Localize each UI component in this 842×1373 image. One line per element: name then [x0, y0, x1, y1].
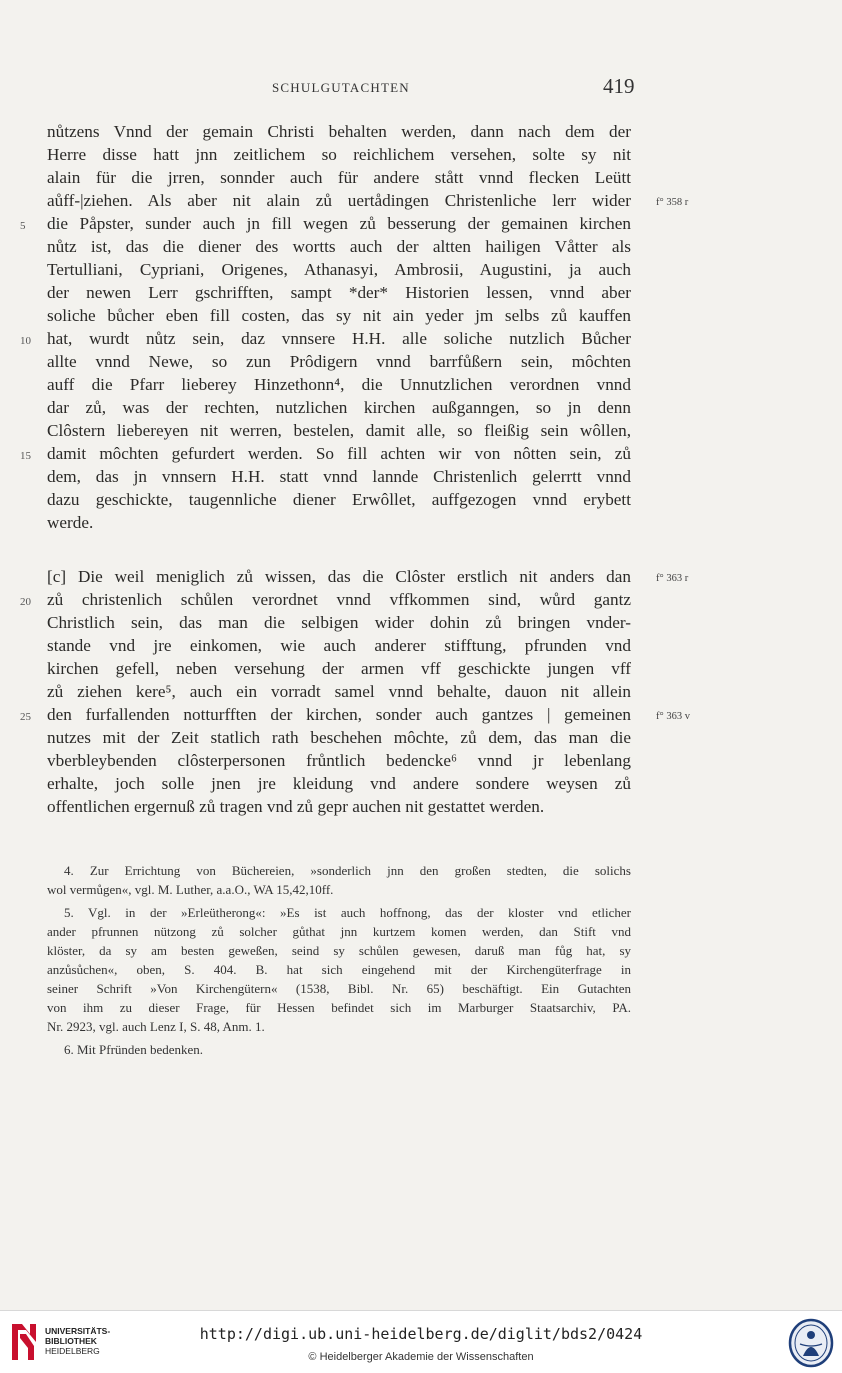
- academy-seal-icon[interactable]: [788, 1318, 834, 1368]
- body-line: die Påpster, sunder auch jn fill wegen zů besserung der gemainen kirchen: [47, 214, 631, 233]
- viewer-footer: [0, 1310, 842, 1373]
- line-number: 20: [20, 596, 31, 608]
- body-line: erhalte, joch solle jnen jre kleidung vnd andere sondere weysen zů: [47, 774, 631, 793]
- footnote-line: 5. Vgl. in der »Erleütherong«: »Es ist auch hoffnong, das der kloster vnd etlicher: [64, 905, 631, 920]
- copyright-notice: © Heidelberger Akademie der Wissenschaften: [308, 1351, 534, 1363]
- logo-line: HEIDELBERG: [45, 1346, 100, 1356]
- logo-line: UNIVERSITÄTS-: [45, 1326, 111, 1336]
- line-number: 25: [20, 711, 31, 723]
- footnote-line: 6. Mit Pfründen bedenken.: [64, 1042, 204, 1057]
- body-line: dem, das jn vnnsern H.H. statt vnnd lannde Christenlich gelerrtt vnnd: [47, 467, 631, 486]
- footnote-line: anzůsůchen«, oben, S. 404. B. hat sich eingehend mit der Kirchengüterfrage in: [47, 962, 631, 977]
- running-head: SCHULGUTACHTEN: [272, 80, 410, 95]
- body-line: Tertulliani, Cypriani, Origenes, Athanasyi, Ambrosii, Augustini, ja auch: [47, 260, 631, 279]
- line-number: 5: [20, 220, 26, 232]
- folio-reference: f° 363 r: [656, 573, 689, 584]
- body-line: kirchen gefell, neben versehung der armen vff geschickte jungen vff: [47, 659, 631, 678]
- body-line: aůff-|ziehen. Als aber nit alain zů uertådingen Christenliche lerr wider: [47, 191, 631, 210]
- body-line: zů ziehen kere⁵, auch ein vorradt samel vnnd behalte, dauon nit allein: [47, 682, 631, 701]
- body-line: Christlich sein, das man die selbigen wider dohin zů bringen vnder-: [47, 613, 631, 632]
- line-number: 10: [20, 335, 31, 347]
- body-line: auff die Pfarr lieberey Hinzethonn⁴, die Unnutzlichen verordnen vnnd: [47, 375, 631, 394]
- body-line: Herre disse hatt jnn zeitlichem so reichlichem versehen, solte sy nit: [47, 145, 631, 164]
- line-number: 15: [20, 450, 31, 462]
- body-line: der newen Lerr gschrifften, sampt *der* Historien lessen, vnnd aber: [47, 283, 631, 302]
- body-line: nůtz ist, das die diener des wortts auch der altten hailigen Våtter als: [47, 237, 631, 256]
- footnote-line: wol vermůgen«, vgl. M. Luther, a.a.O., WA 15,42,10ff.: [47, 882, 334, 897]
- body-line: stande vnd jre einkomen, wie auch anderer stifftung, pfrunden vnd: [47, 636, 631, 655]
- logo-line: BIBLIOTHEK: [45, 1336, 97, 1346]
- body-line: [c] Die weil meniglich zů wissen, das die Clôster erstlich nit anders dan: [47, 567, 631, 586]
- body-line: hat, wurdt nůtz sein, daz vnnsere H.H. alle soliche nutzlich Bůcher: [47, 329, 631, 348]
- footnote-line: ander pfrunnen nützong zů solcher gůthat jnn kurtzem komen werden, dan Stift vnd: [47, 924, 631, 939]
- permalink-url[interactable]: http://digi.ub.uni-heidelberg.de/diglit/bds2/0424: [199, 1325, 643, 1343]
- folio-reference: f° 363 v: [656, 711, 690, 722]
- page-number: 419: [603, 74, 635, 98]
- body-line: Clôstern liebereyen nit werren, bestelen, damit alle, so fleißig sein wôllen,: [47, 421, 631, 440]
- body-line: den furfallenden notturfften der kirchen, sonder auch gantzes | gemeinen: [47, 705, 631, 724]
- body-line: dar zů, was der rechten, nutzlichen kirchen außganngen, so jn denn: [47, 398, 631, 417]
- body-line: damit môchten gefurdert werden. So fill achten wir von nôtten sein, zů: [47, 444, 631, 463]
- body-line: alain für die jrren, sonnder auch für andere stått vnnd flecken Leütt: [47, 168, 631, 187]
- body-line: werde.: [47, 513, 94, 532]
- folio-reference: f° 358 r: [656, 197, 689, 208]
- body-line: offentlichen ergernuß zů tragen vnd zů gepr auchen nit gestattet werden.: [47, 797, 545, 816]
- body-line: soliche bůcher eben fill costen, das sy nit ain yeder jm selbs zů kauffen: [47, 306, 631, 325]
- footnote-line: von ihm zu dieser Frage, für Hessen befindet sich im Marburger Staatsarchiv, PA.: [47, 1000, 631, 1015]
- footnote-line: Nr. 2923, vgl. auch Lenz I, S. 48, Anm. 1.: [47, 1019, 265, 1034]
- body-line: allte vnnd Newe, so zun Prôdigern vnnd barrfůßern sein, môchten: [47, 352, 631, 371]
- footnote-line: seiner Schrift »Von Kirchengütern« (1538, Bibl. Nr. 65) beschäftigt. Ein Gutachten: [47, 981, 631, 996]
- footnote-line: klöster, da sy am besten geweßen, seind sy schůlen gewesen, daruß man fůg hat, sy: [47, 943, 631, 958]
- footnote-line: 4. Zur Errichtung von Büchereien, »sonderlich jnn den großen stedten, die solichs: [64, 863, 631, 878]
- body-line: vberbleybenden clôsterpersonen frůntlich bedencke⁶ vnnd jr lebenlang: [47, 751, 631, 770]
- body-line: zů christenlich schůlen verordnet vnnd vffkommen sind, wůrd gantz: [47, 590, 631, 609]
- body-line: dazu geschickte, taugennliche diener Erwôllet, auffgezogen vnnd erybett: [47, 490, 631, 509]
- body-line: nůtzens Vnnd der gemain Christi behalten werden, dann nach dem der: [47, 122, 631, 141]
- body-line: nutzes mit der Zeit statlich rath beschehen môchte, zů dem, das man die: [47, 728, 631, 747]
